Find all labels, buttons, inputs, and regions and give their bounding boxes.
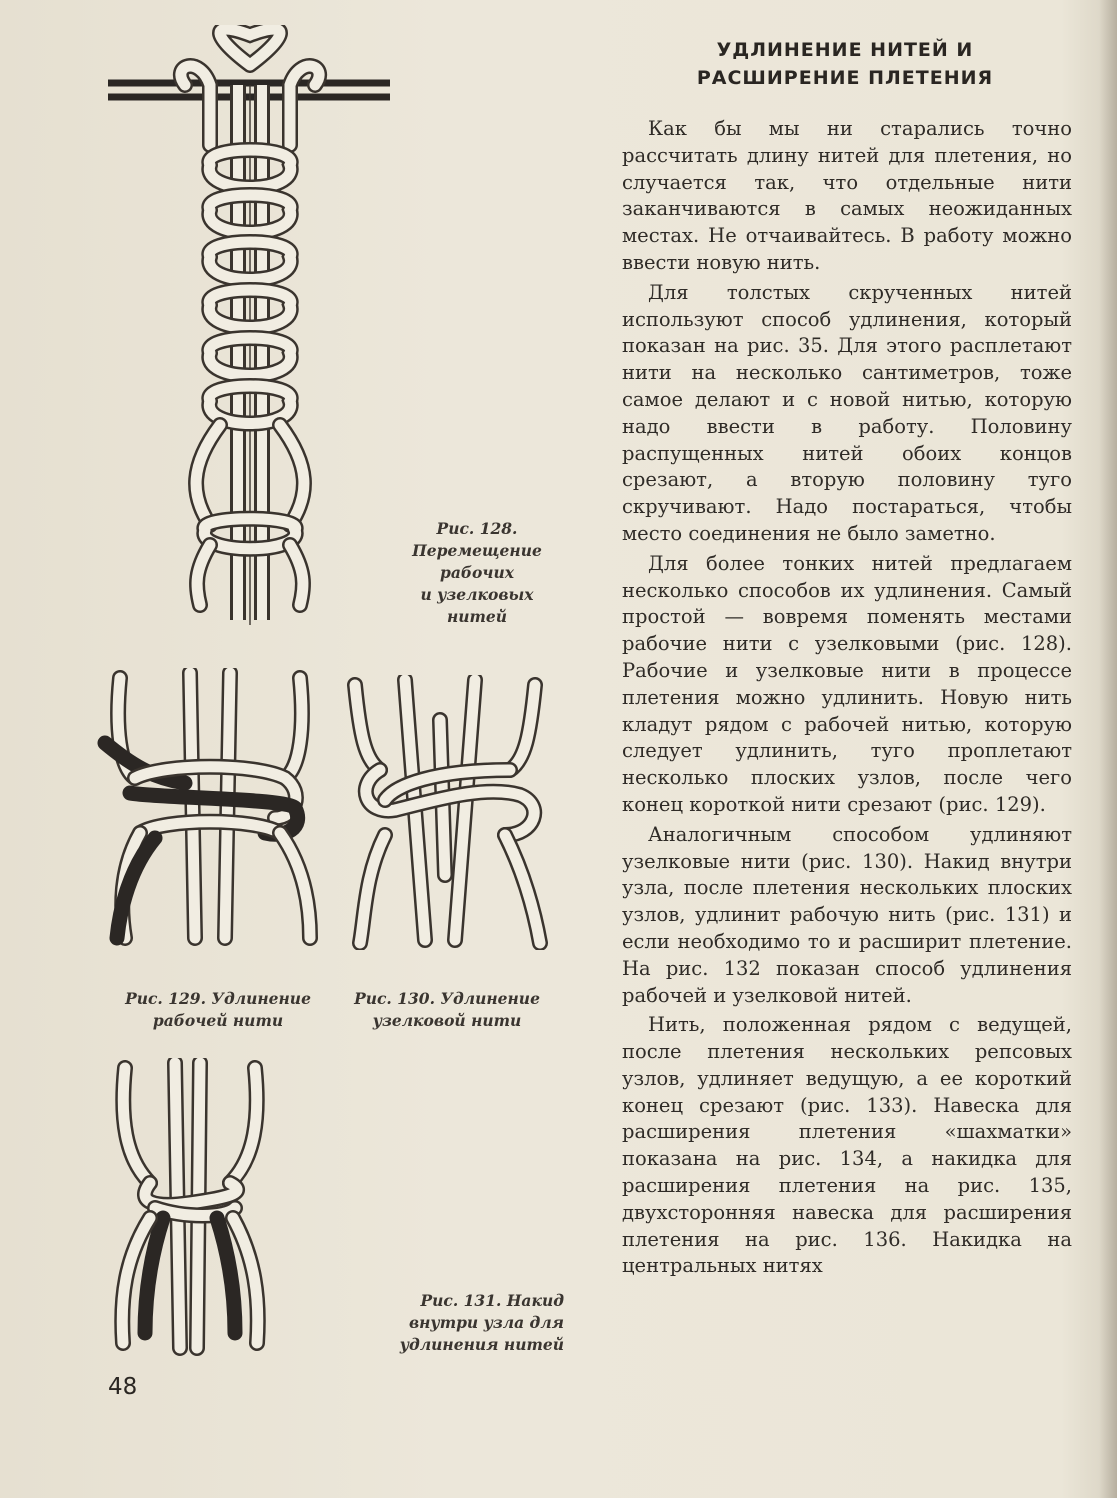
page-title (640, 36, 1050, 92)
figure-130-caption (338, 988, 556, 1032)
caption-line: рабочих (439, 563, 514, 582)
caption-line: Рис. 130. Удлинение (354, 989, 540, 1008)
caption-line: внутри узла для (408, 1313, 564, 1332)
paragraph-1: Как бы мы ни старались точно рассчитать длину нитей для плетения, но случается так, что отдельные нити заканчиваются в самых неожиданных местах. Не отчаивайтесь. В работу можно ввести новую нить. (622, 117, 1072, 274)
figure-129-caption (108, 988, 328, 1032)
title-line-2: РАСШИРЕНИЕ ПЛЕТЕНИЯ (696, 67, 994, 89)
caption-line: Рис. 129. Удлинение (125, 989, 311, 1008)
knot-chain-icon (100, 25, 400, 635)
body-text (622, 116, 1072, 1283)
caption-line: Рис. 131. Накид (420, 1291, 564, 1310)
caption-line: удлинения нитей (399, 1335, 564, 1354)
wrap-knot-icon (105, 1058, 275, 1358)
paragraph-3: Для более тонких нитей предлагаем несколько способов их удлинения. Самый простой — вовремя поменять местами рабочие нити с узелковыми (рис. 128). Рабочие и узелковые нити в процессе плетения можно удлинить. Новую нить кладут рядом с рабочей нитью, которую следует удлинить, туго проплетают несколько плоских узлов, после чего конец короткой нити срезают (рис. 129). (622, 551, 1072, 816)
page-number: 48 (108, 1374, 138, 1400)
title-line-1: УДЛИНЕНИЕ НИТЕЙ И (716, 39, 974, 61)
square-knot-light-icon (335, 675, 555, 950)
paragraph-5: Нить, положенная рядом с ведущей, после плетения нескольких репсовых узлов, удлиняет ведущую, а ее короткий конец срезают (рис. 133). Навеска для расширения плетения «шахматки» показана на рис. 134, а накидка для расширения плетения на рис. 135, двухсторонняя навеска для расширения плетения на рис. 136. Накидка на центральных нитях (622, 1013, 1072, 1278)
caption-line: нитей (446, 607, 508, 626)
caption-line: рабочей нити (152, 1011, 284, 1030)
paragraph-2: Для толстых скрученных нитей используют способ удлинения, который показан на рис. 35. Для этого расплетают нити на несколько сантиметров, тоже самое делают и с новой нитью, которую надо ввести в работу. Половину распущенных нитей обоих концов срезают, а вторую половину туго скручивают. Надо постараться, чтобы место соединения не было заметно. (622, 280, 1072, 545)
page-edge-shadow (1099, 0, 1117, 1498)
caption-line: Рис. 128. (436, 519, 518, 538)
paragraph-4: Аналогичным способом удлиняют узелковые нити (рис. 130). Накид внутри узла, после плетения нескольких плоских узлов, удлинит рабочую нить (рис. 131) и если необходимо то и расширит плетение. На рис. 132 показан способ удлинения рабочей и узелковой нитей. (622, 822, 1072, 1007)
square-knot-dark-icon (95, 668, 325, 948)
caption-line: Перемещение (412, 541, 542, 560)
caption-line: и узелковых (420, 585, 534, 604)
figure-131-caption (374, 1290, 564, 1356)
caption-line: узелковой нити (372, 1011, 522, 1030)
figure-128-caption (398, 518, 556, 628)
